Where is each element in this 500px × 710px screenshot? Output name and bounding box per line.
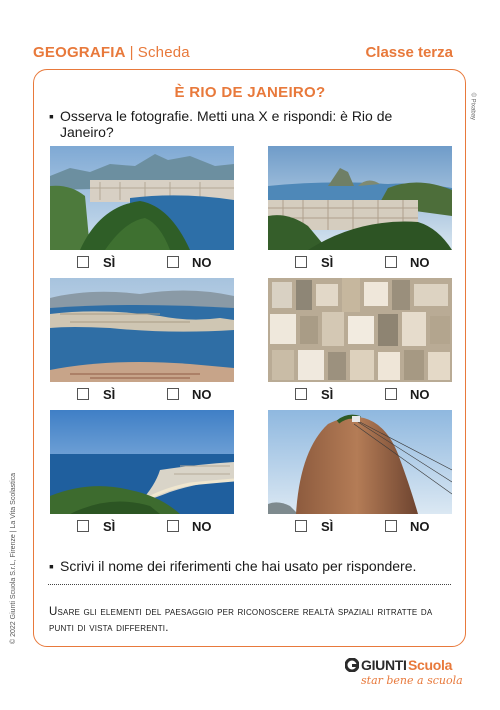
beach-coast-image xyxy=(50,410,234,514)
instruction-text: Osserva le fotografie. Metti una X e rispondi: è Rio de Janeiro? xyxy=(60,108,393,140)
yes-label: SÌ xyxy=(321,255,334,270)
answer-row-6 xyxy=(290,519,440,537)
subject-label xyxy=(33,44,190,61)
answer-row-4 xyxy=(290,387,440,405)
yes-checkbox[interactable] xyxy=(295,256,307,268)
no-label: NO xyxy=(410,519,430,534)
no-label: NO xyxy=(410,255,430,270)
yes-checkbox[interactable] xyxy=(77,256,89,268)
page-title: È RIO DE JANEIRO? xyxy=(174,84,326,101)
question-2-text: Scrivi il nome dei riferimenti che hai usato per rispondere. xyxy=(60,558,417,574)
brand-slogan: star bene a scuola xyxy=(361,674,463,687)
rio-bay-aerial-image xyxy=(50,146,234,250)
yes-label: SÌ xyxy=(103,255,116,270)
answer-row-2 xyxy=(290,255,440,273)
photo-credit: © Pixabay xyxy=(469,92,475,120)
no-label: NO xyxy=(192,255,212,270)
copyright-notice: © 2022 Giunti Scuola S.r.L, Firenze | La Vita Scolastica xyxy=(10,472,17,644)
photo-2 xyxy=(268,146,452,250)
no-checkbox[interactable] xyxy=(385,256,397,268)
grade-label: Classe terza xyxy=(365,44,453,61)
header-separator: | xyxy=(129,44,134,61)
giunti-g-icon xyxy=(345,658,359,672)
photo-3 xyxy=(50,278,234,382)
no-label: NO xyxy=(410,387,430,402)
brand-giunti: GIUNTI xyxy=(361,657,407,673)
answer-row-1 xyxy=(72,255,222,273)
sheet-type: Scheda xyxy=(137,44,190,61)
yes-label: SÌ xyxy=(103,519,116,534)
answer-line[interactable] xyxy=(48,584,451,585)
giunti-scuola-logo xyxy=(345,657,475,691)
no-checkbox[interactable] xyxy=(385,388,397,400)
yes-checkbox[interactable] xyxy=(77,520,89,532)
no-label: NO xyxy=(192,387,212,402)
instruction xyxy=(49,108,449,140)
yes-label: SÌ xyxy=(103,387,116,402)
photo-4 xyxy=(268,278,452,382)
answer-row-5 xyxy=(72,519,222,537)
answer-row-3 xyxy=(72,387,222,405)
no-checkbox[interactable] xyxy=(385,520,397,532)
yes-checkbox[interactable] xyxy=(77,388,89,400)
learning-goal: Usare gli elementi del paesaggio per riconoscere realtà spaziali ritratte da punti di vista differenti. xyxy=(49,606,433,634)
bullet-icon: ▪ xyxy=(49,558,54,574)
bullet-icon: ▪ xyxy=(49,108,54,124)
harbor-aerial-image xyxy=(50,278,234,382)
no-checkbox[interactable] xyxy=(167,520,179,532)
sugarloaf-panorama-image xyxy=(268,146,452,250)
photo-6 xyxy=(268,410,452,514)
dense-city-image xyxy=(268,278,452,382)
yes-checkbox[interactable] xyxy=(295,520,307,532)
photo-1 xyxy=(50,146,234,250)
yes-label: SÌ xyxy=(321,519,334,534)
photo-5 xyxy=(50,410,234,514)
no-checkbox[interactable] xyxy=(167,388,179,400)
question-2 xyxy=(49,558,469,574)
yes-label: SÌ xyxy=(321,387,334,402)
page-header xyxy=(33,44,453,64)
no-checkbox[interactable] xyxy=(167,256,179,268)
brand-scuola: Scuola xyxy=(408,657,453,673)
rock-peak-image xyxy=(268,410,452,514)
subject-text: GEOGRAFIA xyxy=(33,44,126,61)
no-label: NO xyxy=(192,519,212,534)
yes-checkbox[interactable] xyxy=(295,388,307,400)
